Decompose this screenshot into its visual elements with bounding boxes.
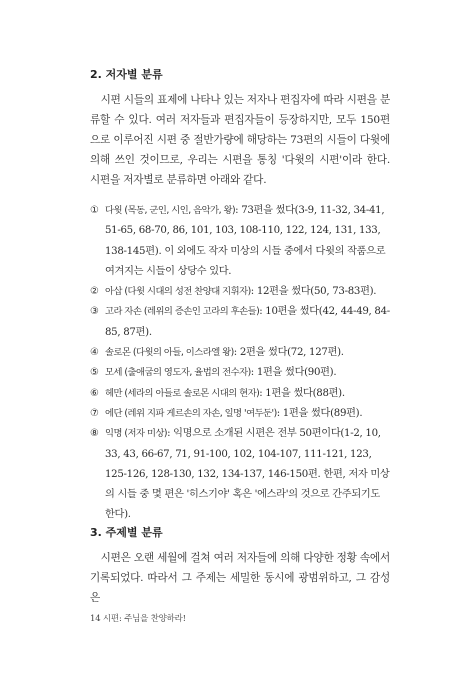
item-number: ⑦ [90,407,99,419]
themes-intro-paragraph: 시편은 오랜 세월에 걸쳐 여러 저자들에 의해 다양한 정황 속에서 기록되었다. 따라서 그 주제는 세밀한 동시에 광범위하고, 그 감성은 [90,552,390,604]
author-name: 에단 (레위 지파 게르손의 자손, 일명 '여두둔') [105,407,277,419]
authors-intro-paragraph: 시편 시들의 표제에 나타나 있는 저자나 편집자에 따라 시편을 분류할 수 있다. 여러 저자들과 편집자들이 등장하지만, 모두 150편으로 이루어진 시편 중 절반가량에 해당하는 73편의 시들이 다윗에 의해 쓰인 것이므로, 우리는 시편을 통칭 '다윗의 시편'이라 한다. 시편을 저자별로 분류하면 아래와 같다. [90,94,390,186]
list-item [90,201,390,282]
author-description: : 10편을 썼다(42, 44-49, 84-85, 87편). [105,306,390,338]
author-name: 모세 (출애굽의 영도자, 율법의 전수자) [105,367,251,379]
author-description: : 1편을 썼다(89편). [276,407,363,419]
item-number: ④ [90,347,99,359]
section-heading-authors: 2. 저자별 분류 [90,68,163,81]
author-name: 솔로몬 (다윗의 아들, 이스라엘 왕) [105,347,234,359]
author-description: : 1편을 썼다(90편). [250,367,337,379]
list-item [90,343,390,363]
author-description: : 73편을 썼다(3-9, 11-32, 34-41, 51-65, 68-70, 86, 101, 103, 108-110, 122, 124, 131, 133, 138-145편). 이 외에도 작자 미상의 시들 중에서 다윗의 작품으로 여겨지는 시들이 상당수 있다. [105,205,386,277]
author-description: : 익명으로 소개된 시편은 전부 50편이다(1-2, 10, 33, 43, 66-67, 71, 91-100, 102, 104-107, 111-121, 123, 125-126, 128-130, 132, 134-137, 146-150편. 한편, 저자 미상의 시들 중 몇 편은 '히스기야' 혹은 '에스라'의 것으로 간주되기도 한다). [105,428,390,521]
author-list [90,201,390,526]
author-description: : 1편을 썼다(88편). [259,387,345,399]
section-heading-themes: 3. 주제별 분류 [90,526,163,539]
author-name: 다윗 (목동, 군인, 시인, 음악가, 왕) [105,205,236,216]
item-number: ⑧ [90,428,99,440]
list-item [90,282,390,302]
item-number: ① [90,205,99,216]
author-name: 아삽 (다윗 시대의 성전 찬양대 지휘자) [105,286,251,298]
list-item [90,384,390,404]
author-description: : 12편을 썼다(50, 73-83편). [250,286,377,298]
item-number: ③ [90,306,99,318]
list-item [90,302,390,343]
author-name: 헤만 (세라의 아들로 솔로몬 시대의 현자) [105,387,260,399]
author-name: 익명 (저자 미상) [105,428,168,440]
item-number: ② [90,286,99,298]
list-item [90,363,390,383]
list-item [90,424,390,525]
author-description: : 2편을 썼다(72, 127편). [233,347,344,359]
item-number: ⑥ [90,387,99,399]
item-number: ⑤ [90,367,99,379]
list-item [90,404,390,424]
author-name: 고라 자손 (레위의 증손인 고라의 후손들) [105,306,260,318]
page-footer: 14 시편: 주님을 찬양하라! [90,614,186,624]
